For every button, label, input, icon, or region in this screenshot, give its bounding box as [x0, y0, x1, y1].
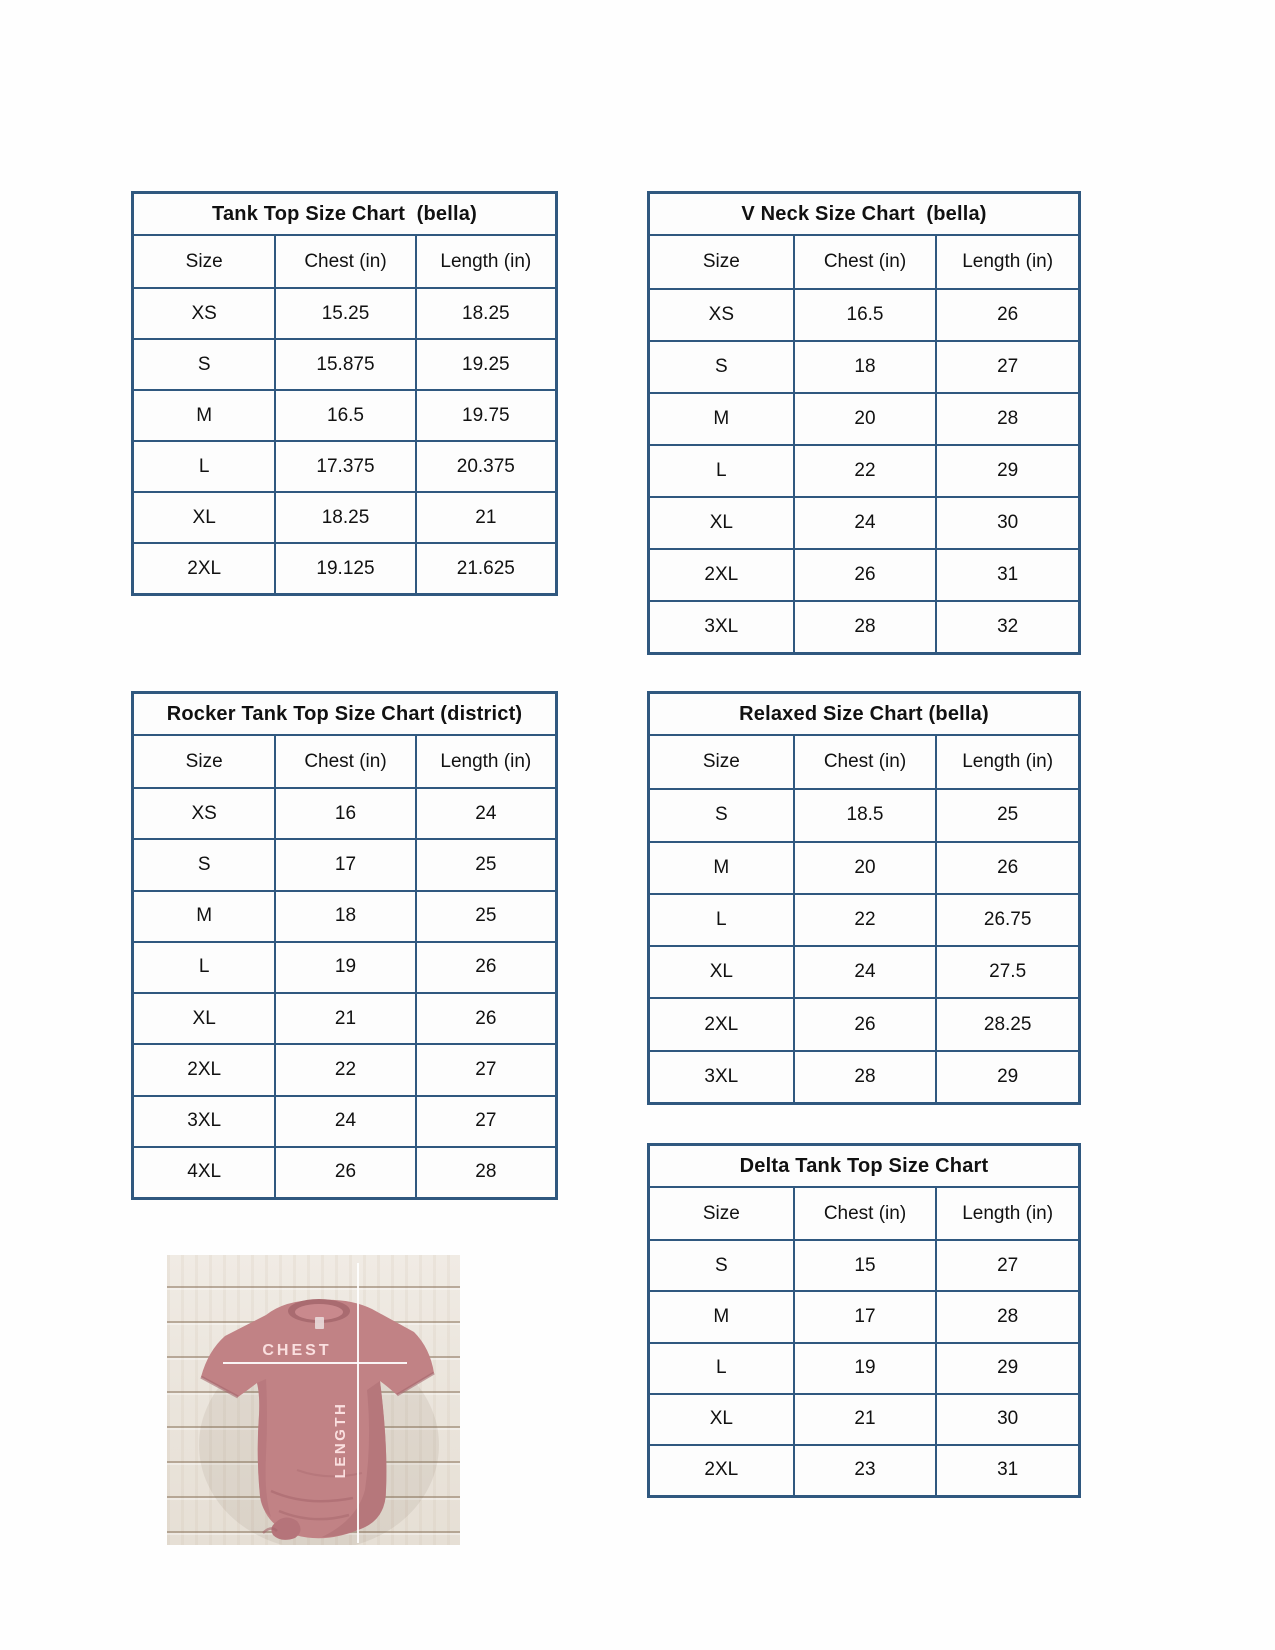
- table-cell: XL: [134, 992, 274, 1043]
- table-cell: 15.875: [274, 338, 414, 389]
- table-cell: 18: [793, 340, 936, 392]
- table-cell: 16.5: [793, 288, 936, 340]
- table-cell: 18.25: [415, 287, 555, 338]
- table-cell: XL: [134, 491, 274, 542]
- table-cell: 22: [793, 893, 936, 945]
- chest-label: CHEST: [262, 1342, 332, 1359]
- table-title: V Neck Size Chart (bella): [650, 194, 1078, 236]
- table-cell: 19.75: [415, 389, 555, 440]
- table-cell: 2XL: [650, 1444, 793, 1495]
- table-cell: 16.5: [274, 389, 414, 440]
- table-cell: XS: [650, 288, 793, 340]
- table-title: Delta Tank Top Size Chart: [650, 1146, 1078, 1188]
- table-cell: L: [650, 444, 793, 496]
- length-label: LENGTH: [332, 1401, 349, 1479]
- table-cell: S: [134, 838, 274, 889]
- table-cell: S: [650, 340, 793, 392]
- table-cell: 15.25: [274, 287, 414, 338]
- table-cell: 29: [935, 444, 1078, 496]
- table-cell: 27: [415, 1095, 555, 1146]
- table-cell: XS: [134, 287, 274, 338]
- table-cell: M: [134, 389, 274, 440]
- table-cell: 2XL: [134, 542, 274, 593]
- table-cell: 26: [935, 288, 1078, 340]
- table-cell: 21: [274, 992, 414, 1043]
- table-cell: 26: [793, 548, 936, 600]
- table-grid: [650, 236, 1078, 652]
- table-cell: 3XL: [650, 600, 793, 652]
- table-cell: 28: [793, 1050, 936, 1102]
- table-cell: S: [650, 788, 793, 840]
- table-cell: 28: [793, 600, 936, 652]
- table-cell: 2XL: [134, 1043, 274, 1094]
- table-cell: XL: [650, 945, 793, 997]
- table-cell: L: [134, 941, 274, 992]
- table-cell: 20: [793, 841, 936, 893]
- table-cell: 22: [274, 1043, 414, 1094]
- table-cell: 32: [935, 600, 1078, 652]
- table-cell: 19: [274, 941, 414, 992]
- size-table-delta-tank-top: [647, 1143, 1081, 1498]
- table-cell: 28.25: [935, 997, 1078, 1049]
- table-cell: XL: [650, 1393, 793, 1444]
- table-cell: 29: [935, 1050, 1078, 1102]
- table-cell: L: [650, 1342, 793, 1393]
- table-cell: M: [650, 1290, 793, 1341]
- table-cell: 21: [793, 1393, 936, 1444]
- table-cell: 2XL: [650, 997, 793, 1049]
- table-cell: 24: [415, 787, 555, 838]
- table-cell: M: [134, 890, 274, 941]
- column-header: Size: [702, 751, 740, 773]
- table-cell: L: [134, 440, 274, 491]
- table-cell: 31: [935, 1444, 1078, 1495]
- table-cell: 22: [793, 444, 936, 496]
- table-cell: 16: [274, 787, 414, 838]
- table-cell: L: [650, 893, 793, 945]
- table-cell: XS: [134, 787, 274, 838]
- table-cell: 18: [274, 890, 414, 941]
- table-cell: 4XL: [134, 1146, 274, 1197]
- table-grid: [650, 736, 1078, 1102]
- table-cell: 26.75: [935, 893, 1078, 945]
- table-cell: M: [650, 392, 793, 444]
- table-cell: XL: [650, 496, 793, 548]
- table-cell: 19.25: [415, 338, 555, 389]
- table-title: Tank Top Size Chart (bella): [134, 194, 555, 236]
- table-cell: 19.125: [274, 542, 414, 593]
- column-header: Length (in): [935, 1188, 1078, 1239]
- table-cell: 26: [415, 992, 555, 1043]
- size-table-tank-top-bella: [131, 191, 558, 596]
- table-cell: 24: [793, 945, 936, 997]
- table-cell: 20.375: [415, 440, 555, 491]
- table-cell: 27: [935, 1239, 1078, 1290]
- table-cell: 31: [935, 548, 1078, 600]
- column-header: Size: [185, 750, 223, 772]
- tshirt-illustration: [167, 1255, 460, 1545]
- size-table-v-neck-bella: [647, 191, 1081, 655]
- table-cell: 27: [415, 1043, 555, 1094]
- table-cell: 17.375: [274, 440, 414, 491]
- table-cell: 27: [935, 340, 1078, 392]
- table-cell: 30: [935, 1393, 1078, 1444]
- table-cell: 28: [935, 1290, 1078, 1341]
- table-cell: 25: [935, 788, 1078, 840]
- column-header: Size: [702, 1202, 740, 1224]
- column-header: Length (in): [935, 736, 1078, 788]
- table-cell: 26: [935, 841, 1078, 893]
- table-cell: 15: [793, 1239, 936, 1290]
- table-cell: 30: [935, 496, 1078, 548]
- table-cell: 17: [274, 838, 414, 889]
- table-cell: 21: [415, 491, 555, 542]
- column-header: Chest (in): [793, 236, 936, 288]
- column-header: Size: [702, 251, 740, 272]
- table-cell: M: [650, 841, 793, 893]
- table-cell: 27.5: [935, 945, 1078, 997]
- table-cell: 26: [274, 1146, 414, 1197]
- table-cell: 3XL: [134, 1095, 274, 1146]
- table-cell: 3XL: [650, 1050, 793, 1102]
- column-header: Chest (in): [274, 236, 414, 287]
- size-table-rocker-tank-top-district: [131, 691, 558, 1200]
- table-grid: [134, 736, 555, 1197]
- table-cell: 20: [793, 392, 936, 444]
- table-cell: 29: [935, 1342, 1078, 1393]
- table-cell: 18.25: [274, 491, 414, 542]
- table-cell: 26: [415, 941, 555, 992]
- table-cell: 26: [793, 997, 936, 1049]
- table-cell: 25: [415, 838, 555, 889]
- table-cell: 28: [935, 392, 1078, 444]
- column-header: Length (in): [415, 736, 555, 787]
- table-cell: 19: [793, 1342, 936, 1393]
- table-cell: 17: [793, 1290, 936, 1341]
- table-grid: [650, 1188, 1078, 1495]
- table-cell: 25: [415, 890, 555, 941]
- table-cell: 23: [793, 1444, 936, 1495]
- tshirt-photo: [167, 1255, 460, 1545]
- size-table-relaxed-bella: [647, 691, 1081, 1105]
- table-title: Rocker Tank Top Size Chart (district): [134, 694, 555, 736]
- column-header: Length (in): [415, 236, 555, 287]
- table-cell: 21.625: [415, 542, 555, 593]
- column-header: Chest (in): [274, 736, 414, 787]
- table-cell: 24: [274, 1095, 414, 1146]
- table-title: Relaxed Size Chart (bella): [650, 694, 1078, 736]
- column-header: Size: [185, 250, 223, 272]
- table-cell: 18.5: [793, 788, 936, 840]
- column-header: Length (in): [935, 236, 1078, 288]
- table-cell: 28: [415, 1146, 555, 1197]
- table-grid: [134, 236, 555, 593]
- table-cell: S: [134, 338, 274, 389]
- column-header: Chest (in): [793, 736, 936, 788]
- table-cell: 24: [793, 496, 936, 548]
- table-cell: 2XL: [650, 548, 793, 600]
- table-cell: S: [650, 1239, 793, 1290]
- column-header: Chest (in): [793, 1188, 936, 1239]
